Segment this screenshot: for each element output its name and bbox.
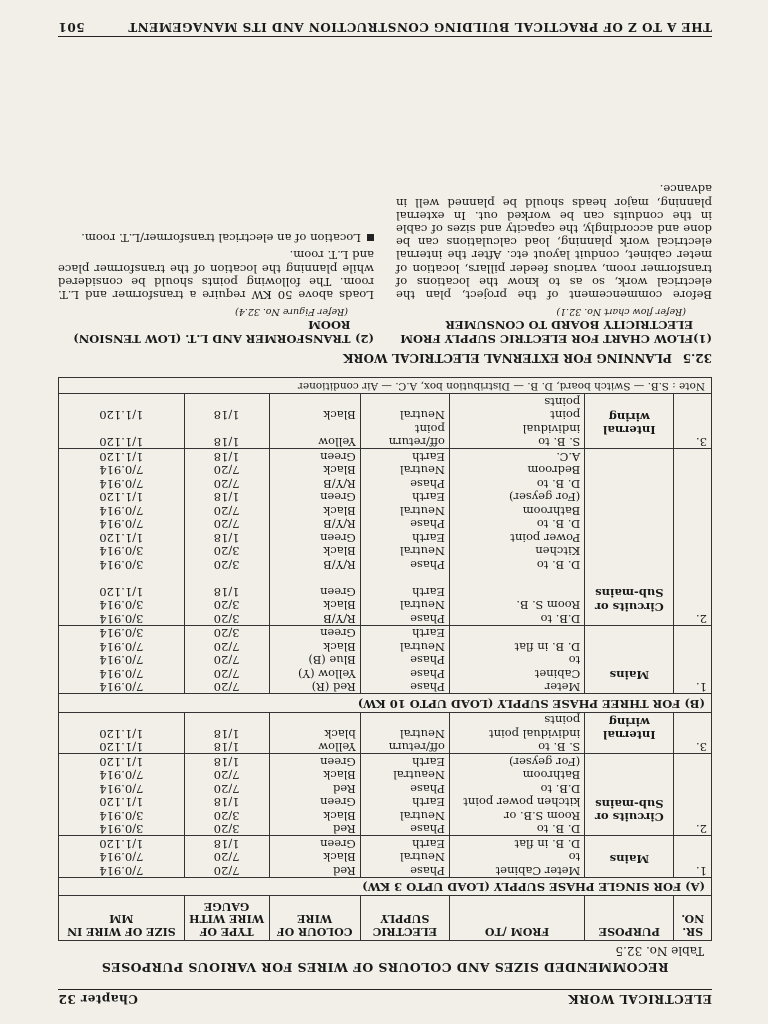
colour-cell-line: Green <box>320 449 356 464</box>
type-cell-line: 1/18 <box>213 490 240 505</box>
section-a-table-row <box>59 836 712 878</box>
size-cell-line <box>63 571 180 585</box>
section-b-body <box>59 394 712 713</box>
col-header-colour: COLOUR OF WIRE <box>269 896 360 941</box>
sr-cell: 2. <box>674 449 712 626</box>
size-cell-line: 1/1.120 <box>99 836 144 851</box>
from-to-cell-line: Meter <box>544 680 581 695</box>
two-column-text <box>58 182 712 344</box>
type-cell-line: 3/20 <box>213 544 240 559</box>
type-cell-line: 1/18 <box>213 795 240 810</box>
size-cell <box>59 449 185 626</box>
table-number: Table No. 32.5 <box>615 944 704 958</box>
from-to-cell <box>449 449 584 626</box>
size-cell-line: 7/0.914 <box>99 639 144 654</box>
running-footer <box>58 18 712 37</box>
size-cell-line: 7/0.914 <box>99 768 144 783</box>
size-cell-line: 1/1.120 <box>99 584 144 599</box>
type-cell-line <box>189 421 265 435</box>
supply-cell-line: Neutral <box>399 850 445 865</box>
left-column <box>396 182 712 344</box>
colour-cell <box>269 712 360 754</box>
supply-cell <box>360 754 449 836</box>
type-cell-line: 3/20 <box>213 598 240 613</box>
from-to-cell <box>449 836 584 878</box>
size-cell-line <box>63 421 180 435</box>
col-header-from-to: FROM /TO <box>449 896 584 941</box>
colour-cell-line: Black <box>323 768 356 783</box>
sr-cell: 3. <box>674 712 712 754</box>
colour-cell-line: R/Y/B <box>323 517 356 532</box>
colour-cell-line: R/Y/B <box>323 611 356 626</box>
subsection-1-number: (1) <box>693 331 712 346</box>
colour-cell-line: Yellow (Y) <box>298 666 356 681</box>
supply-cell-line: Earth <box>412 795 445 810</box>
from-to-cell-line: S. B. to <box>538 435 581 450</box>
size-cell <box>59 754 185 836</box>
from-to-cell-line: point <box>550 408 581 423</box>
supply-cell-line: Phase <box>410 611 445 626</box>
type-cell-line: 1/18 <box>213 530 240 545</box>
col-header-type: TYPE OF WIRE WITH GAUGE <box>184 896 269 941</box>
colour-cell <box>269 754 360 836</box>
supply-cell-line: Earth <box>412 490 445 505</box>
section-heading <box>58 351 712 365</box>
colour-cell-line: Red <box>332 781 356 796</box>
type-cell-line: 7/20 <box>213 781 240 796</box>
colour-cell-line: Yellow <box>318 435 356 450</box>
col-header-supply: ELECTRIC SUPPLY <box>360 896 449 941</box>
type-cell-line: 1/18 <box>213 754 240 769</box>
colour-cell-line: Black <box>323 503 356 518</box>
table-title: RECOMMENDED SIZES AND COLOURS OF WIRES FOR VARIOUS PURPOSES <box>101 960 669 975</box>
from-to-cell-line: D. B. to <box>536 557 581 572</box>
size-cell-line: 7/0.914 <box>99 476 144 491</box>
from-to-cell-line: D.B. to <box>540 611 581 626</box>
footer-page-number: 501 <box>58 20 85 34</box>
colour-cell-line <box>274 571 356 585</box>
size-cell-line: 3/0.914 <box>99 808 144 823</box>
purpose-cell: Internal wiring <box>585 712 674 754</box>
supply-cell-line: Phase <box>410 822 445 837</box>
from-to-cell-line: Cabinet <box>534 666 581 681</box>
type-cell-line: 7/20 <box>213 680 240 695</box>
size-cell-line: 7/0.914 <box>99 517 144 532</box>
sr-cell: 1. <box>674 836 712 878</box>
section-number: 32.5 <box>682 350 712 365</box>
type-cell <box>184 449 269 626</box>
from-to-cell-line: points <box>544 394 581 409</box>
type-cell <box>184 625 269 694</box>
colour-cell-line: Green <box>320 530 356 545</box>
supply-cell-line: Neutral <box>399 463 445 478</box>
subsection-2-heading <box>58 318 374 344</box>
supply-cell-line: Earth <box>412 449 445 464</box>
from-to-cell-line: A.C. <box>556 449 581 464</box>
header-chapter-name: ELECTRICAL WORK <box>567 992 712 1006</box>
supply-cell-line: Phase <box>410 863 445 878</box>
size-cell-line: 7/0.914 <box>99 680 144 695</box>
sr-cell: 2. <box>674 754 712 836</box>
from-to-cell-line: to <box>568 653 581 668</box>
col-header-size: SIZE OF WIRE IN MM <box>59 896 185 941</box>
section-a-table-row <box>59 712 712 754</box>
supply-cell-line: point <box>414 421 445 436</box>
from-to-cell-line: D. B. in flat <box>514 639 581 654</box>
type-cell-line: 1/18 <box>213 584 240 599</box>
supply-cell <box>360 449 449 626</box>
supply-cell-line: off/return <box>388 740 445 755</box>
from-to-cell-line: D. B. to <box>536 822 581 837</box>
size-cell-line: 1/1.120 <box>99 726 144 741</box>
colour-cell-line: Black <box>323 544 356 559</box>
sr-cell: 1. <box>674 625 712 694</box>
size-cell-line: 7/0.914 <box>99 653 144 668</box>
size-cell-line: 3/0.914 <box>99 544 144 559</box>
colour-cell <box>269 836 360 878</box>
size-cell <box>59 836 185 878</box>
type-cell <box>184 394 269 449</box>
size-cell-line: 7/0.914 <box>99 863 144 878</box>
colour-cell-line: Black <box>323 850 356 865</box>
section-b-table-row <box>59 625 712 694</box>
from-to-cell-line: D. B. to <box>536 517 581 532</box>
type-cell-line: 7/20 <box>213 476 240 491</box>
header-chapter-number: Chapter 32 <box>58 992 138 1006</box>
supply-cell-line: Earth <box>412 836 445 851</box>
section-b-heading: (B) FOR THREE PHASE SUPPLY (LOAD UPTO 10 KW) <box>59 694 712 713</box>
size-cell-line: 1/1.120 <box>99 435 144 450</box>
supply-cell-line: Neutral <box>399 808 445 823</box>
type-cell <box>184 754 269 836</box>
type-cell-line: 1/18 <box>213 408 240 423</box>
type-cell-line: 7/20 <box>213 666 240 681</box>
supply-cell-line: Phase <box>410 666 445 681</box>
type-cell-line <box>189 571 265 585</box>
colour-cell-line: Black <box>323 639 356 654</box>
type-cell-line: 3/20 <box>213 808 240 823</box>
supply-cell-line: Phase <box>410 517 445 532</box>
supply-cell <box>360 625 449 694</box>
right-column <box>58 182 374 344</box>
type-cell-line: 7/20 <box>213 639 240 654</box>
from-to-cell-line: Meter Cabinet <box>495 863 581 878</box>
size-cell-line: 3/0.914 <box>99 598 144 613</box>
colour-cell-line: Green <box>320 836 356 851</box>
from-to-cell-line: S. B. to <box>538 740 581 755</box>
colour-cell-line: Black <box>323 808 356 823</box>
size-cell <box>59 394 185 449</box>
running-header <box>58 989 712 1006</box>
footer-book-title: THE A TO Z OF PRACTICAL BUILDING CONSTRUCTION AND ITS MANAGEMENT <box>127 20 712 34</box>
size-cell-line: 1/1.120 <box>99 795 144 810</box>
colour-cell-line: black <box>324 726 356 741</box>
size-cell-line: 1/1.120 <box>99 449 144 464</box>
type-cell-line: 1/18 <box>213 836 240 851</box>
size-cell-line: 7/0.914 <box>99 781 144 796</box>
type-cell-line: 3/20 <box>213 626 240 641</box>
type-cell-line: 1/18 <box>213 435 240 450</box>
supply-cell <box>360 712 449 754</box>
type-cell-line: 7/20 <box>213 653 240 668</box>
section-a-heading: (A) FOR SINGLE PHASE SUPPLY (LOAD UPTO 3 KW) <box>59 877 712 896</box>
bullet-item <box>58 231 374 244</box>
from-to-cell-line: D. B. to <box>536 476 581 491</box>
supply-cell-line: Phase <box>410 557 445 572</box>
colour-cell-line: Green <box>320 490 356 505</box>
colour-cell-line: Black <box>323 598 356 613</box>
table-header-row <box>59 896 712 941</box>
section-b-table-row <box>59 394 712 449</box>
purpose-cell: Internal wiring <box>585 394 674 449</box>
col-header-purpose: PURPOSE <box>585 896 674 941</box>
from-to-cell-line: to <box>568 850 581 865</box>
type-cell-line: 7/20 <box>213 517 240 532</box>
from-to-cell-line: Room S. B. <box>516 598 581 613</box>
supply-cell-line: Neutral <box>399 639 445 654</box>
subsection-2-reference: (Refer Figure No. 32.4) <box>235 306 348 318</box>
colour-cell-line: Green <box>320 754 356 769</box>
type-cell-line: 1/18 <box>213 726 240 741</box>
size-cell-line: 3/0.914 <box>99 557 144 572</box>
bullet-text: Location of an electrical transformer/L.T. room. <box>81 231 361 246</box>
size-cell <box>59 625 185 694</box>
type-cell <box>184 836 269 878</box>
from-to-cell-line: individual point <box>489 726 581 741</box>
supply-cell-line: Earth <box>412 754 445 769</box>
colour-cell-line: R/Y/B <box>323 557 356 572</box>
purpose-cell: Circuits or Sub-mains <box>585 754 674 836</box>
colour-cell <box>269 394 360 449</box>
from-to-cell-line: (For geyser) <box>509 490 581 505</box>
purpose-cell: Mains <box>585 625 674 694</box>
subsection-1-reference: (Refer flow chart No. 32.1) <box>556 306 686 318</box>
type-cell-line: 3/20 <box>213 611 240 626</box>
from-to-cell-line: D. B. in flat <box>514 836 581 851</box>
size-cell-line: 1/1.120 <box>99 490 144 505</box>
supply-cell-line: Earth <box>412 530 445 545</box>
type-cell-line: 7/20 <box>213 463 240 478</box>
colour-cell <box>269 625 360 694</box>
supply-cell-line: Phase <box>410 680 445 695</box>
wire-size-table <box>58 377 712 941</box>
supply-cell <box>360 836 449 878</box>
supply-cell-line: Phase <box>410 653 445 668</box>
colour-cell-line: Green <box>320 626 356 641</box>
section-a-table-row <box>59 754 712 836</box>
from-to-cell-line: individual <box>522 421 581 436</box>
purpose-cell: Mains <box>585 836 674 878</box>
type-cell-line: 7/20 <box>213 503 240 518</box>
colour-cell-line: Black <box>323 408 356 423</box>
colour-cell-line: Red (R) <box>311 680 356 695</box>
supply-cell <box>360 394 449 449</box>
colour-cell-line: Yellow <box>318 740 356 755</box>
subsection-2-number: (2) <box>355 331 374 346</box>
size-cell-line: 7/0.914 <box>99 503 144 518</box>
table-note: Note : S.B. — Switch board, D. B. — Distribution box, A.C. — Air conditioner <box>59 377 712 394</box>
size-cell-line: 7/0.914 <box>99 463 144 478</box>
from-to-cell <box>449 625 584 694</box>
section-title: PLANNING FOR EXTERNAL ELECTRICAL WORK <box>343 350 672 365</box>
supply-cell-line: Neutral <box>399 726 445 741</box>
from-to-cell-line: Bathroom <box>522 503 581 518</box>
type-cell-line: 1/18 <box>213 449 240 464</box>
supply-cell-line: Earth <box>412 584 445 599</box>
supply-cell-line: Phase <box>410 781 445 796</box>
sr-cell: 3. <box>674 394 712 449</box>
purpose-cell: Circuits or Sub-mains <box>585 449 674 626</box>
section-a-body <box>59 712 712 896</box>
size-cell-line: 1/1.120 <box>99 740 144 755</box>
supply-cell-line: Neutral <box>399 408 445 423</box>
type-cell-line: 7/20 <box>213 768 240 783</box>
size-cell-line: 3/0.914 <box>99 611 144 626</box>
type-cell <box>184 712 269 754</box>
colour-cell-line: Green <box>320 584 356 599</box>
from-to-cell-line: Power point <box>510 530 581 545</box>
from-to-cell-line: D.B. to <box>540 781 581 796</box>
colour-cell-line: Red <box>332 822 356 837</box>
from-to-cell-line: Bedroom <box>527 463 581 478</box>
from-to-cell-line <box>454 584 580 598</box>
supply-cell-line: off/return <box>388 435 445 450</box>
type-cell-line: 1/18 <box>213 740 240 755</box>
size-cell-line: 3/0.914 <box>99 822 144 837</box>
from-to-cell <box>449 394 584 449</box>
from-to-cell-line: kitchen power point <box>463 795 581 810</box>
size-cell-line: 7/0.914 <box>99 666 144 681</box>
from-to-cell <box>449 712 584 754</box>
type-cell-line: 7/20 <box>213 863 240 878</box>
from-to-cell-line: Bathroom <box>522 768 581 783</box>
type-cell-line: 3/20 <box>213 557 240 572</box>
subsection-1-heading <box>396 318 712 344</box>
colour-cell-line <box>274 421 356 435</box>
subsection-1-text: Before commencement of the project, plan the electrical work, so as to know the locations of transformer room, various feeder pillars, location of meter cabinet, conduit layout etc. After the internal electrical work planning, load calculations can be done and accordingly, the capacity and sizes of cable in the conduits can be worked out. In external planning, major heads should be planned well in advance. <box>396 182 712 302</box>
size-cell-line: 1/1.120 <box>99 754 144 769</box>
subsection-1-title: FLOW CHART FOR ELECTRIC SUPPLY FROM ELECTRICITY BOARD TO CONSUMER <box>400 318 694 346</box>
size-cell-line: 1/1.120 <box>99 530 144 545</box>
section-b-table-row <box>59 449 712 626</box>
supply-cell-line: Neutral <box>399 503 445 518</box>
size-cell <box>59 712 185 754</box>
colour-cell-line: R/Y/B <box>323 476 356 491</box>
colour-cell-line: Black <box>323 463 356 478</box>
bullet-square-icon <box>367 234 374 241</box>
supply-cell-line: Neautral <box>393 768 445 783</box>
subsection-2-title: TRANSFORMER AND L.T. (LOW TENSION) ROOM <box>73 318 351 346</box>
colour-cell-line: Red <box>332 863 356 878</box>
colour-cell-line: Blue (B) <box>308 653 356 668</box>
col-header-sr: SR. NO. <box>674 896 712 941</box>
supply-cell-line: Earth <box>412 626 445 641</box>
from-to-cell-line: (For geyser) <box>509 754 581 769</box>
size-cell-line: 3/0.914 <box>99 626 144 641</box>
size-cell-line: 1/1.120 <box>99 408 144 423</box>
colour-cell-line: Green <box>320 795 356 810</box>
supply-cell-line: Neutral <box>399 598 445 613</box>
supply-cell-line: Neutral <box>399 544 445 559</box>
from-to-cell-line <box>454 571 580 585</box>
type-cell-line: 7/20 <box>213 850 240 865</box>
from-to-cell-line: points <box>544 713 581 728</box>
from-to-cell-line: Room S.B. or <box>503 808 581 823</box>
supply-cell-line <box>365 571 445 585</box>
from-to-cell <box>449 754 584 836</box>
type-cell-line: 3/20 <box>213 822 240 837</box>
from-to-cell-line: Kitchen <box>535 544 581 559</box>
size-cell-line: 7/0.914 <box>99 850 144 865</box>
supply-cell-line: Phase <box>410 476 445 491</box>
colour-cell <box>269 449 360 626</box>
subsection-2-text: Loads above 50 KW require a transformer and L.T. room. The following points should be considered while planning the location of the transformer place and L.T. room. <box>58 248 374 302</box>
